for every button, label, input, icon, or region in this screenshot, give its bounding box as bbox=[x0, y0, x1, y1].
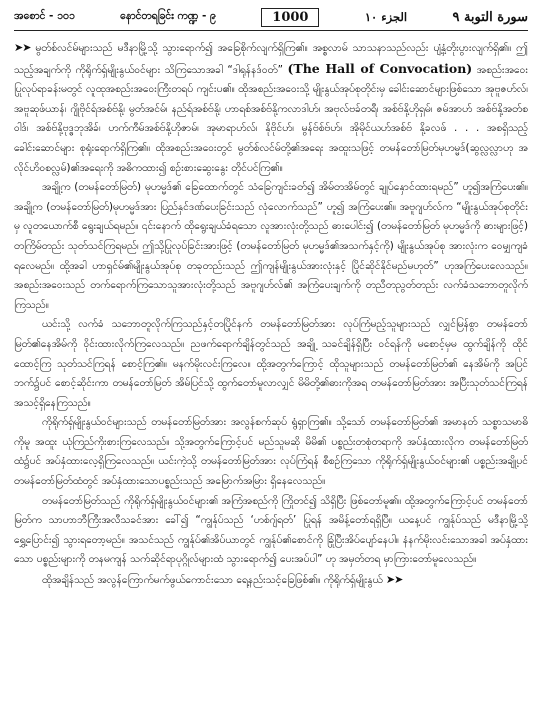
paragraph-6 bbox=[14, 570, 528, 591]
paragraph-5: တမန်တော်မြတ်သည် ကိုရိုက်ရှ်မျိုးနွယ်ဝင်များ၏ အကြံအစည်ကို ကြိုတင်၍ သိရှိပြီး ဖြစ်တော်မူ၏။ ထို့အတွက်ကြောင့်ပင် တမန်တော်မြတ်က သာဟာဘီကြီးအလီသခင်အား ခေါ်၍ “ကျွန်ုပ်သည် ‘ဟစ်ဂျ်ရတ်’ ပြုရန် အမိန့်တော်ရရှိပြီ။ ယနေ့ပင် ကျွန်ုပ်သည် မဒီနာမြို့သို့ ရွှေ့ပြောင်း၍ သွားရတော့မည်။ အသင်သည် ကျွန်ုပ်၏အိပ်ယာတွင် ကျွန်ုပ်၏စောင်ကို ခြုံပြီးအိပ်ပျော်နေပါ။ နံနက်မိုးလင်းသောအခါ အပ်နှံထားသော ပစ္စည်းများကို တနမကျန် သက်ဆိုင်ရာပုဂ္ဂိုလ်များထံ သွားရောက်၍ ပေးအပ်ပါ” ဟု အမှတ်တရ မှာကြားတော်မူလေသည်။ bbox=[14, 494, 528, 566]
english-term: (The Hall of Convocation) bbox=[287, 60, 473, 76]
paragraph-4: ကိုရိုက်ရှ်မျိုးနွယ်ဝင်များသည် တမန်တော်မြတ်အား အလွန်စက်ဆုပ် ရွံရှာကြ၏။ သို့သော် တမန်တော်မြတ်၏ အမာနတ် သစ္စာသမာဓိကိုမူ အထူး ယုံကြည်ကိုးစားကြလေသည်။ သို့အတွက်ကြောင့်ပင် မည်သူမဆို မိမိ၏ ပစ္စည်းတစုံတရာကို အပ်နှံထားလိုက တမန်တော်မြတ်ထံ၌ပင် အပ်နှံထားလေ့ရှိကြလေသည်။ ယင်းကဲ့သို့ တမန်တော်မြတ်အား လုပ်ကြံရန် စီစဉ်ကြသော ကိုရိုက်ရှ်မျိုးနွယ်ဝင်များ၏ ပစ္စည်းအချို့ပင် တမန်တော်မြတ်ထံတွင် အပ်နှံထားသောပစ္စည်းသည် အမြောက်အမြား ရှိနေလေသည်။ bbox=[14, 416, 528, 488]
paragraph-1-text-b: အစည်းအဝေးပြုလုပ်ရာခန်းမတွင် လူထုအစည်းအဝေးကြီးတရပ် ကျင်းပ၏။ ထိုအစည်းအဝေးသို့ မျိုးနွယ်အုပ်စုတိုင်းမှ ခေါင်းဆောင်များဖြစ်သော အုဗူဇဟ်လ်၊ အဗူဆုဖ်ယာန်၊ ဂျိုဗိုင်ရ်အစ်ဗ်နို့၊ မွတ်အင်မ်၊ နည်ရ်အစ်ဗ်နို့၊ ဟာရစ်အစ်ဗ်နို့ကလာဒါဟ်၊ အဗုလ်ဗခ်တရီ၊ အစ်ဗ်နို့ဟိုရှမ်၊ ဇမ်အာဟ် အစ်ဗ်နို့အတ်စဝါဒ်၊ အစ်ဗ်နို့ဗုဒ္ဓဘုအိခ်၊ ဟက်ကီမ်အစ်ဗ်နို့ဟိုဇာမ်၊ အုမာရာဟ်လ်၊ နိုဗိုင်ဟ်၊ မွန်ဗ်စ်ဗ်ဟ်၊ အိုမိုင်ယဟ်အစ်ဗ် နို့ခလဖ် . . . အစရှိသည့် ခေါင်းဆောင်များ စုရုံးရောက်ရှိကြ၏။ ထိုအစည်းအဝေးတွင် မွတ်စ်လင်မ်တို့၏အရေး အထူးသဖြင့် တမန်တော်မြတ်မုဟမ္မဒ်(ဆွလ္လလ္လာဟု အလိုင်ဟိဝစလ္လမ်)၏အရေးကို အဓိကထား၍ စဉ်းစားဆွေးနွေး တိုင်ပင်ကြ၏။ bbox=[14, 63, 529, 174]
double-arrow-end-icon: ➤➤ bbox=[385, 573, 403, 587]
paragraph-2: အချို့က (တမန်တော်မြတ်) မုဟမ္မဒ်၏ ခြေထောက်တွင် သံခြေကျင်းခတ်၍ အိမ်တအိမ်တွင် ချုပ်နှောင်ထားရမည်” ဟူ၍အကြံပေး၏။ အချို့က (တမန်တော်မြတ်)မုဟမ္မဒ်အား ပြည်နှင်ဒဏ်ပေးခြင်းသည် လုံလောက်သည်” ဟူ၍ အကြံပေး၏။ အဗူဂျဟ်လ်က “မျိုးနွယ်အုပ်စုတိုင်းမှ လူတယောက်စီ ရွေးချယ်ရမည်။ ၎င်းနောက် ထိုရွေးချယ်ခံရသော လူအားလုံးတို့သည် ဓားပေါင်း၍ (တမန်တော်မြတ် မုဟမ္မဒ်ကို ဓားများဖြင့်) တကြိမ်တည်း သုတ်သင်ကြရမည်၊ ဤသို့ပြုလုပ်ခြင်းအားဖြင့် (တမန်တော်မြတ် မုဟမ္မဒ်၏အသက်နှင့်ကို) မျိုးနွယ်အုပ်စု အားလုံးက ဝေမျှကျခံရလေမည်။ ထို့အခါ ဟာရှင်မ်၏မျိုးနွယ်အုပ်စု တခုတည်းသည် ဤကျန်မျိုးနွယ်အားလုံးနှင့် ပြိုင်ဆိုင်နိုင်မည်မဟုတ်” ဟုအကြံပေးလေသည်။ အစည်းအဝေးသည် တက်ရောက်ကြသောသူအားလုံးတို့သည် အဗူဂျဟ်လ်၏ အကြံပေးချက်ကို တညီတညွတ်တည်း လက်ခံသဘောတူလိုက်ကြသည်။ bbox=[14, 181, 528, 311]
paragraph-3: ယင်းသို့ လက်ခံ သဘောတူလိုက်ကြသည်နှင့်တပြိုင်နက် တမန်တော်မြတ်အား လုပ်ကြံမည့်သူများသည် လျှင်မြန်စွာ တမန်တော်မြတ်၏နေအိမ်ကို ဝိုင်းထားလိုက်ကြလေသည်။ ညဖက်ရောက်ချိန်တွင်သည် အချို့ သခင်ချိန်ရှိပြီး ဝင်ရန်ကို မစောင့်မှမ ထွက်ချိန်ကို ထိုင်ထောင့်ကြ သုတ်သင်ကြရန် စောင့်ကြ၏။ မနက်မိုးလင်းကြလေ။ ထို့အတွက်ကြောင့် ထိုသူများသည် တမန်တော်မြတ်၏ နေအိမ်ကို အပြင်ဘက်၌ပင် စောင့်ဆိုင်းကာ တမန်တော်မြတ် အိမ်ပြင်သို့ ထွက်တော်မူလာလျှင် မိမိတို့၏ဓားကိုအရ တမန်တော်မြတ်အား အပြီးသုတ်သင်ကြရန် အသင့်ရှိနေကြသည်။ bbox=[14, 318, 528, 409]
page-content bbox=[14, 38, 528, 591]
page-number: 1000 bbox=[261, 8, 319, 27]
header-arabic-surah: سورة التوبة ٩ bbox=[452, 9, 528, 25]
header-arabic-juz: الجزء ١٠ bbox=[364, 10, 408, 24]
double-arrow-icon: ➤➤ bbox=[14, 41, 31, 54]
paragraph-1 bbox=[14, 38, 528, 178]
header-center-label: နောင်တရခြင်း ကဏ္ဍ - ၉ bbox=[120, 9, 216, 22]
paragraph-1-text-a: မွတ်စ်လင်မ်များသည် မဒီနာမြို့သို့ သွားရောက်၍ အခြေစိုက်လျက်ရှိကြ၏။ အစ္စလာမ် သာသနာသည်လည်း ပျံ့နှံ့တိုးပွားလျက်ရှိ၏။ ဤသည့်အချက်ကို ကိုရိုက်ရှ်မျိုးနွယ်ဝင်များ သိကြသောအခါ “ဒါရုန်နဒ်ဝတ်” bbox=[14, 42, 528, 76]
header-left-label: အစောင် - ၁၀၁ bbox=[14, 9, 75, 22]
paragraph-6-text: ထိုအချိန်သည် အလွန်ကြောက်မက်ဖွယ်ကောင်းသော ရေ့နည်းသင့်ခြေဖြစ်၏။ ကိုရိုက်ရှ်မျိုးနွယ် bbox=[42, 574, 383, 587]
page-header bbox=[14, 6, 528, 31]
